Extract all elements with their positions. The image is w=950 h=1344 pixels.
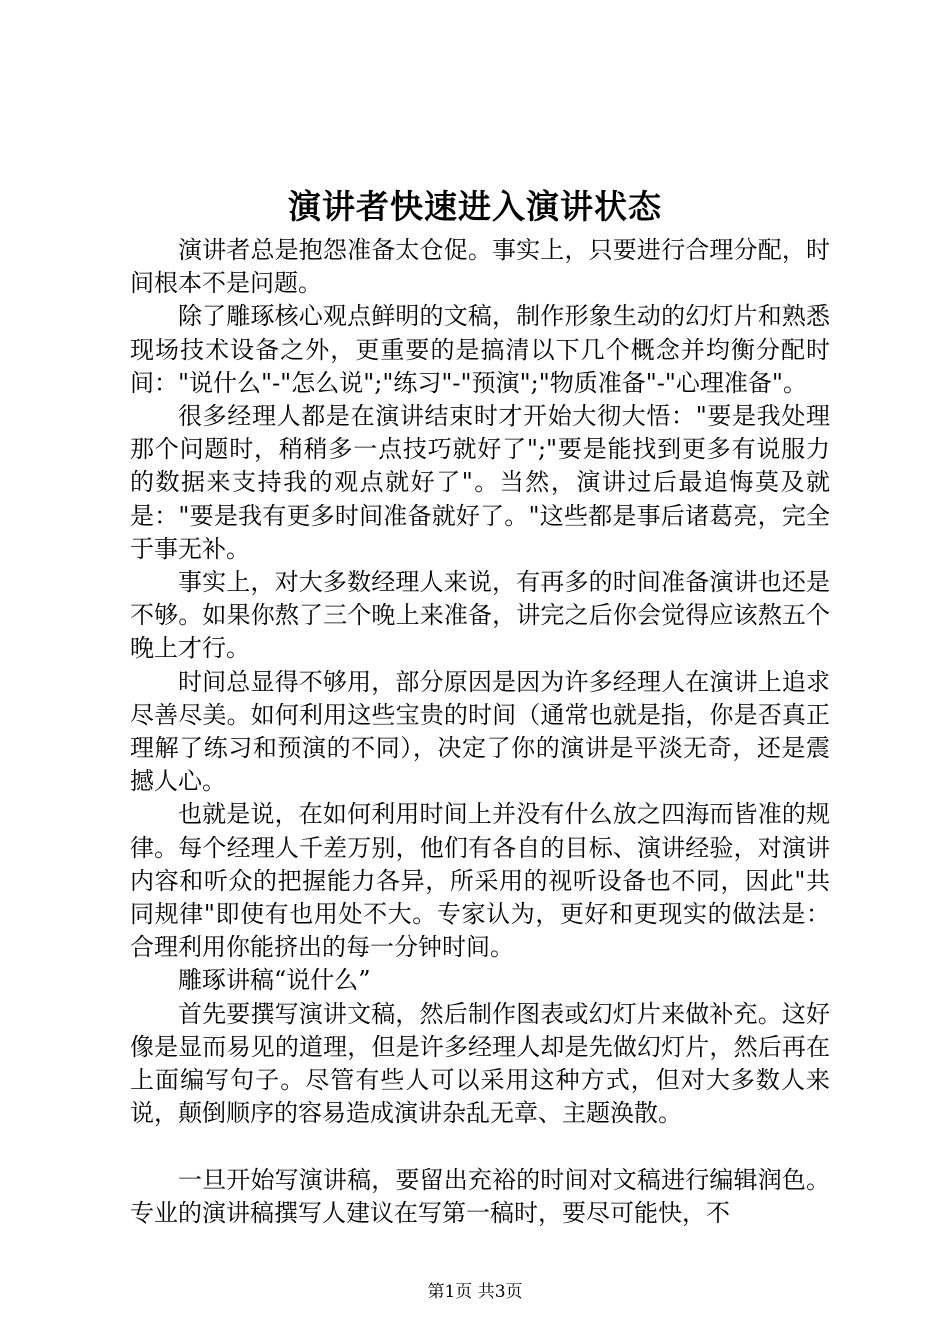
paragraph: 一旦开始写演讲稿，要留出充裕的时间对文稿进行编辑润色。专业的演讲稿撰写人建议在写第一稿时，要尽可能快，不: [130, 1165, 830, 1227]
paragraph: 很多经理人都是在演讲结束时才开始大彻大悟："要是我处理那个问题时，稍稍多一点技巧就好了";"要是能找到更多有说服力的数据来支持我的观点就好了"。当然，演讲过后最追悔莫及就是："要是我有更多时间准备就好了。"这些都是事后诸葛亮，完全于事无补。: [130, 402, 830, 563]
document-title: 演讲者快速进入演讲状态: [288, 187, 662, 226]
paragraph: 除了雕琢核心观点鲜明的文稿，制作形象生动的幻灯片和熟悉现场技术设备之外，更重要的是搞清以下几个概念并均衡分配时间："说什么"-"怎么说";"练习"-"预演";"物质准备"-"心理准备"。: [130, 302, 830, 397]
paragraph: 首先要撰写演讲文稿，然后制作图表或幻灯片来做补充。这好像是显而易见的道理，但是许多经理人却是先做幻灯片，然后再在上面编写句子。尽管有些人可以采用这种方式，但对大多数人来说，颠倒顺序的容易造成演讲杂乱无章、主题涣散。: [130, 999, 830, 1128]
page-number: 第1页 共3页: [427, 1282, 523, 1302]
paragraph-spacer: [130, 1130, 830, 1163]
paragraph: 演讲者总是抱怨准备太仓促。事实上，只要进行合理分配，时间根本不是问题。: [130, 236, 830, 298]
section-heading: 雕琢讲稿“说什么”: [178, 966, 371, 995]
document-body: [130, 234, 830, 1230]
paragraph: 时间总显得不够用，部分原因是因为许多经理人在演讲上追求尽善尽美。如何利用这些宝贵的时间（通常也就是指，你是否真正理解了练习和预演的不同），决定了你的演讲是平淡无奇，还是震撼人心。: [130, 667, 830, 796]
paragraph: 事实上，对大多数经理人来说，有再多的时间准备演讲也还是不够。如果你熬了三个晚上来准备，讲完之后你会觉得应该熬五个晚上才行。: [130, 568, 830, 663]
paragraph: 也就是说，在如何利用时间上并没有什么放之四海而皆准的规律。每个经理人千差万别，他们有各自的目标、演讲经验，对演讲内容和听众的把握能力各异，所采用的视听设备也不同，因此"共同规律"即使有也用处不大。专家认为，更好和更现实的做法是：合理利用你能挤出的每一分钟时间。: [130, 800, 830, 962]
